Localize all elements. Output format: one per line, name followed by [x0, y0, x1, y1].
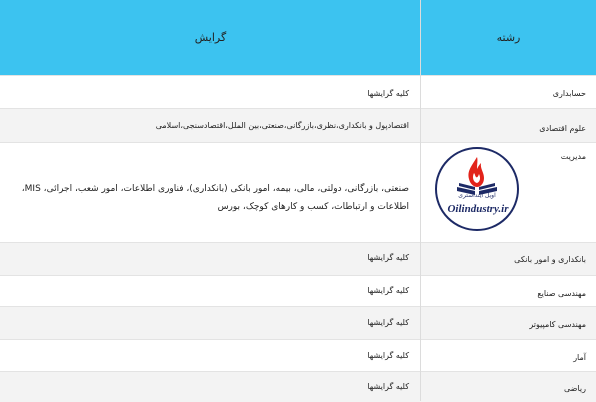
- header-field: رشته: [496, 31, 521, 44]
- field-cell: علوم اقتصادی: [539, 124, 586, 133]
- field-cell: بانکداری و امور بانکی: [514, 255, 586, 264]
- flame-book-icon: [437, 149, 517, 229]
- table-row: [0, 306, 596, 340]
- spec-cell: اقتصادپول و بانکداری،نظری،بازرگانی،صنعتی،بین الملل،اقتصادسنجی،اسلامی: [155, 121, 409, 130]
- table-row: [0, 275, 596, 307]
- spec-cell: کلیه گرایشها: [367, 351, 409, 360]
- field-cell: مدیریت: [560, 152, 586, 161]
- table-row: [0, 339, 596, 372]
- column-divider: [420, 0, 421, 401]
- table-row: [0, 75, 596, 109]
- field-cell: ریاضی: [564, 384, 586, 393]
- table-row: [0, 371, 596, 402]
- spec-cell: کلیه گرایشها: [367, 318, 409, 327]
- spec-cell: کلیه گرایشها: [367, 89, 409, 98]
- spec-cell: کلیه گرایشها: [367, 286, 409, 295]
- field-cell: مهندسی کامپیوتر: [529, 320, 586, 329]
- spec-cell: صنعتی، بازرگانی، دولتی، مالی، بیمه، امور بانکی (بانکداری)، فناوری اطلاعات، امور شعب، اجرائی، MIS، اطلاعات و ارتباطات، کسب و کارهای کوچک، بورس: [21, 184, 409, 212]
- spec-cell: کلیه گرایشها: [367, 253, 409, 262]
- table-header: [0, 0, 596, 75]
- logo-tagline: اویل اینداستری: [458, 192, 496, 199]
- spec-cell: کلیه گرایشها: [367, 382, 409, 391]
- oilindustry-logo: [435, 147, 519, 231]
- table-row: [0, 242, 596, 276]
- field-cell: مهندسی صنایع: [537, 289, 586, 298]
- field-cell: حسابداری: [552, 89, 586, 98]
- header-specialization: گرایش: [194, 31, 227, 44]
- table-row: [0, 108, 596, 143]
- field-cell: آمار: [573, 353, 586, 362]
- logo-site-name: Oilindustry.ir: [447, 203, 509, 215]
